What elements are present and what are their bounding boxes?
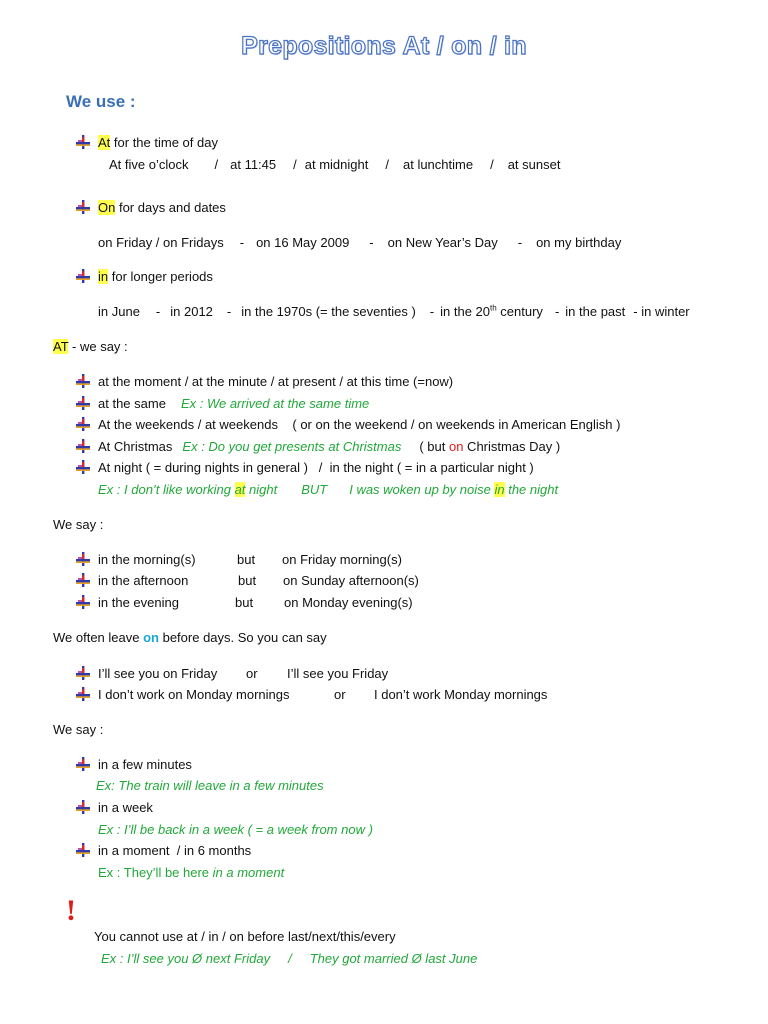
in-periods-item bbox=[76, 269, 213, 284]
example-text bbox=[98, 865, 284, 880]
item-text: At the weekends / at weekends ( or on the weekend / on weekends in American English ) bbox=[98, 417, 621, 432]
list-item bbox=[76, 687, 547, 702]
exclamation-icon: ! bbox=[66, 894, 76, 927]
example-text: I was woken up by noise bbox=[349, 482, 495, 497]
on-days-examples bbox=[98, 235, 621, 250]
at-time-examples bbox=[109, 157, 560, 172]
example: at lunchtime bbox=[402, 157, 474, 172]
bullet-icon bbox=[76, 396, 92, 410]
or-text: or bbox=[334, 687, 346, 702]
bullet-icon bbox=[76, 800, 92, 814]
on-cyan: on bbox=[143, 630, 159, 645]
we-say-heading: We say : bbox=[53, 722, 104, 737]
example-text: BUT bbox=[301, 482, 328, 497]
list-item bbox=[76, 439, 560, 454]
we-use-heading: We use : bbox=[66, 92, 136, 111]
separator: - bbox=[554, 304, 560, 319]
example-text: They got married Ø last June bbox=[309, 951, 478, 966]
item-text: ( but bbox=[419, 439, 449, 454]
example: in June bbox=[98, 304, 140, 319]
at-highlight: AT bbox=[53, 339, 69, 354]
in-periods-label: for longer periods bbox=[108, 269, 213, 284]
on-red: on bbox=[448, 439, 464, 454]
bullet-icon bbox=[76, 666, 92, 680]
example: At five o’clock bbox=[109, 157, 189, 172]
example: at sunset bbox=[507, 157, 561, 172]
warning-example bbox=[101, 951, 477, 966]
at-time-label: for the time of day bbox=[110, 135, 218, 150]
item-text: in the morning(s) bbox=[98, 552, 196, 567]
in-word: in bbox=[98, 269, 109, 284]
separator: - bbox=[517, 235, 523, 250]
example: century bbox=[496, 304, 543, 319]
bullet-icon bbox=[76, 417, 92, 431]
example: - in winter bbox=[633, 304, 690, 319]
separator: / bbox=[214, 157, 219, 172]
example-text: Ex : They’ll be here bbox=[98, 865, 213, 880]
example-text: Ex : I’ll see you Ø next Friday bbox=[101, 951, 271, 966]
example: on New Year’s Day bbox=[387, 235, 498, 250]
example: at midnight bbox=[304, 157, 369, 172]
we-say-heading: We say : bbox=[53, 517, 104, 532]
bullet-icon bbox=[76, 135, 92, 149]
example: in the 1970s (= the seventies ) bbox=[241, 304, 416, 319]
on-days-label: for days and dates bbox=[115, 200, 226, 215]
item-text: in a week bbox=[98, 800, 153, 815]
example: in 2012 bbox=[170, 304, 213, 319]
example-text: night bbox=[245, 482, 278, 497]
often-leave-text bbox=[53, 630, 327, 645]
bullet-icon bbox=[76, 595, 92, 609]
bullet-icon bbox=[76, 200, 92, 214]
item-text: at the same bbox=[98, 396, 166, 411]
bullet-icon bbox=[76, 269, 92, 283]
bullet-icon bbox=[76, 687, 92, 701]
list-item bbox=[76, 417, 620, 432]
list-item bbox=[76, 595, 413, 610]
list-item bbox=[76, 396, 369, 411]
bullet-icon bbox=[76, 552, 92, 566]
item-text: I’ll see you Friday bbox=[287, 666, 389, 681]
separator: / bbox=[288, 951, 292, 966]
list-item bbox=[76, 374, 453, 389]
at-night-example bbox=[98, 482, 558, 497]
item-text: on Monday evening(s) bbox=[284, 595, 413, 610]
list-item bbox=[76, 460, 534, 475]
in-periods-examples bbox=[98, 304, 690, 319]
example: in the past bbox=[565, 304, 626, 319]
item-text: At night ( = during nights in general ) / in the night ( = in a particular night ) bbox=[98, 460, 534, 475]
or-text: or bbox=[246, 666, 258, 681]
example-text: Ex : We arrived at the same time bbox=[180, 396, 370, 411]
at-time-item bbox=[76, 135, 218, 150]
item-text: I’ll see you on Friday bbox=[98, 666, 218, 681]
bullet-icon bbox=[76, 757, 92, 771]
example: at 11:45 bbox=[230, 157, 277, 172]
separator: / bbox=[490, 157, 494, 172]
page-title: Prepositions At / on / in bbox=[241, 32, 527, 60]
separator: - bbox=[239, 235, 245, 250]
example: on 16 May 2009 bbox=[256, 235, 350, 250]
list-item bbox=[76, 757, 192, 772]
separator: - bbox=[369, 235, 374, 250]
bullet-icon bbox=[76, 843, 92, 857]
at-we-say-label: - we say : bbox=[68, 339, 128, 354]
item-text: on Sunday afternoon(s) bbox=[283, 573, 419, 588]
bullet-icon bbox=[76, 460, 92, 474]
item-text: I don’t work on Monday mornings bbox=[98, 687, 290, 702]
example-text: Ex : Do you get presents at Christmas bbox=[182, 439, 402, 454]
in-highlight: in bbox=[494, 482, 505, 497]
list-item bbox=[76, 843, 251, 858]
on-word: On bbox=[98, 200, 116, 215]
text: We often leave bbox=[53, 630, 144, 645]
item-text: at the moment / at the minute / at present / at this time (=now) bbox=[98, 374, 454, 389]
example: on Friday / on Fridays bbox=[98, 235, 224, 250]
item-text: in the afternoon bbox=[98, 573, 189, 588]
item-text: Christmas Day ) bbox=[463, 439, 561, 454]
example: in the 20 bbox=[440, 304, 491, 319]
item-text: in the evening bbox=[98, 595, 179, 610]
at-word: At bbox=[98, 135, 111, 150]
list-item bbox=[76, 552, 402, 567]
item-text: in a moment / in 6 months bbox=[98, 843, 252, 858]
example-text: Ex: The train will leave in a few minutes bbox=[96, 778, 324, 793]
but-text: but bbox=[237, 552, 256, 567]
separator: - bbox=[429, 304, 435, 319]
separator: / bbox=[293, 157, 297, 172]
at-highlight: at bbox=[234, 482, 246, 497]
example-text: in a moment bbox=[212, 865, 285, 880]
example: on my birthday bbox=[536, 235, 622, 250]
example-text: the night bbox=[504, 482, 559, 497]
text: before days. So you can say bbox=[158, 630, 327, 645]
bullet-icon bbox=[76, 573, 92, 587]
bullet-icon bbox=[76, 439, 92, 453]
item-text: I don’t work Monday mornings bbox=[374, 687, 548, 702]
example-text: Ex : I’ll be back in a week ( = a week from now ) bbox=[98, 822, 373, 837]
superscript: th bbox=[490, 303, 497, 313]
separator: / bbox=[385, 157, 389, 172]
list-item bbox=[76, 573, 419, 588]
list-item bbox=[76, 800, 153, 815]
separator: - bbox=[155, 304, 161, 319]
bullet-icon bbox=[76, 374, 92, 388]
on-days-item bbox=[76, 200, 226, 215]
list-item bbox=[76, 666, 388, 681]
item-text: At Christmas bbox=[98, 439, 173, 454]
at-we-say-heading bbox=[53, 339, 128, 354]
but-text: but bbox=[238, 573, 257, 588]
but-text: but bbox=[235, 595, 254, 610]
warning-text: You cannot use at / in / on before last/next/this/every bbox=[94, 929, 396, 944]
item-text: in a few minutes bbox=[98, 757, 192, 772]
separator: - bbox=[226, 304, 232, 319]
item-text: on Friday morning(s) bbox=[282, 552, 402, 567]
example-text: Ex : I don’t like working bbox=[98, 482, 235, 497]
